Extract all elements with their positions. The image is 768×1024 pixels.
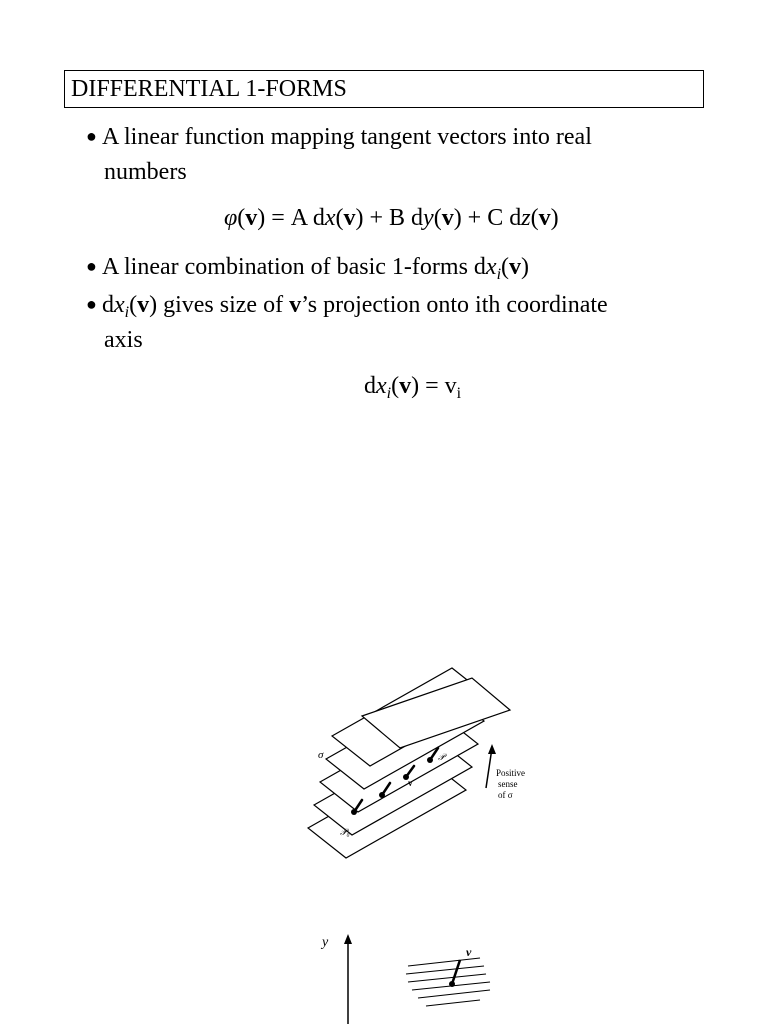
bullet-2-text: A linear combination of basic 1-forms d [102, 254, 486, 280]
stacked-planes-figure [288, 660, 548, 870]
bullet-3-i: i [124, 304, 130, 321]
eq2-x: x [376, 373, 387, 399]
eq1-v: v [343, 205, 356, 231]
eq1-v: v [538, 205, 551, 231]
bullet-2-part: ) [521, 254, 530, 280]
bullet-1-text: A linear function mapping tangent vectors into real [102, 124, 592, 150]
eq1-z: z [521, 205, 531, 231]
vector-v [452, 960, 460, 984]
bullet-2-x: x [485, 254, 497, 280]
bullet-3-v: v [289, 292, 302, 318]
y-axis-arrow-icon [344, 934, 352, 944]
bullet-1-line-2 [104, 158, 187, 186]
bullet-3-x: x [114, 292, 125, 318]
eq1-y: y [423, 205, 434, 231]
equation-dxi [364, 372, 461, 408]
bullet-3-part: ( [129, 292, 138, 318]
eq1-part: ( [237, 205, 246, 231]
sigma-label: σ [318, 749, 324, 761]
eq1-part: ) + B d [355, 205, 424, 231]
v-label: v [466, 945, 472, 959]
bullet-dot-icon: ● [86, 126, 97, 146]
bullet-2-i: i [496, 266, 502, 283]
eq1-part: ) + C d [453, 205, 522, 231]
vector-dot [379, 792, 385, 798]
p-label: 𝒫 [438, 752, 445, 762]
eq1-part: ) = A d [257, 205, 325, 231]
eq2-v: v [399, 373, 412, 399]
slide-title [64, 70, 704, 108]
vector-dot [427, 757, 433, 763]
eq2-d: d [364, 373, 376, 399]
positive-label-3: of σ [498, 790, 513, 800]
level-line [408, 958, 480, 966]
arrow-head [488, 744, 496, 754]
bullet-3-part: ’s projection onto ith coordinate [301, 292, 608, 318]
eq2-part: ) = v [411, 373, 457, 399]
eq1-v: v [441, 205, 454, 231]
bullet-3-line-2 [104, 326, 143, 354]
bullet-dot-icon: ● [86, 256, 97, 276]
eq1-part: ( [335, 205, 344, 231]
eq1-v: v [245, 205, 258, 231]
level-line [406, 966, 484, 974]
bullet-3-v: v [137, 292, 150, 318]
bullet-2 [86, 252, 529, 289]
level-line [418, 990, 490, 998]
slide-title-text: DIFFERENTIAL 1-FORMS [71, 76, 347, 102]
eq1-part: ( [433, 205, 442, 231]
bullet-3-line-1 [86, 290, 608, 327]
eq1-part: ) [550, 205, 559, 231]
y-axis-label: y [322, 935, 329, 950]
bullet-1-line-1 [86, 122, 592, 151]
bullet-3-text-continued: axis [104, 327, 143, 353]
eq2-sub: i [456, 385, 462, 402]
level-line [408, 974, 486, 982]
eq2-part: ( [391, 373, 400, 399]
level-line [426, 1000, 480, 1006]
bullet-1-text-continued: numbers [104, 159, 187, 185]
eq1-x: x [324, 205, 336, 231]
bullet-2-part: ( [501, 254, 510, 280]
coordinate-figure [300, 928, 520, 1024]
eq1-part: ( [530, 205, 539, 231]
bullet-3-part: ) gives size of [149, 292, 290, 318]
bullet-2-v: v [509, 254, 522, 280]
equation-phi [224, 204, 559, 232]
positive-label-1: Positive [496, 768, 526, 778]
v-label: v [408, 778, 413, 788]
eq1-phi: φ [224, 205, 238, 231]
vector-v-dot [449, 981, 455, 987]
positive-label-2: sense [498, 779, 518, 789]
vector-dot [351, 809, 357, 815]
p0-label: 𝒫₀ [340, 827, 350, 837]
bullet-3-d: d [102, 292, 114, 318]
bullet-dot-icon: ● [86, 294, 97, 314]
eq2-i: i [386, 385, 392, 402]
